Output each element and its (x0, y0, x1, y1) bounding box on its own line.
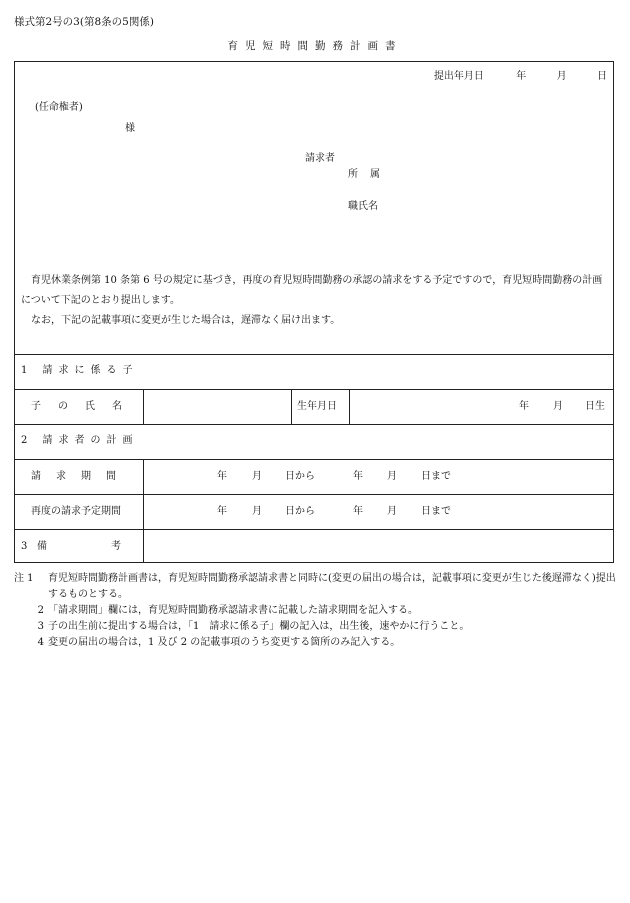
re-period-to-year: 年 (353, 506, 363, 517)
note-item (14, 571, 618, 603)
period-from-day: 日から (285, 471, 315, 482)
divider (15, 389, 613, 390)
re-period-to-month: 月 (387, 506, 397, 517)
note-text: 育児短時間勤務計画書は，育児短時間勤務承認請求書と同時に(変更の届出の場合は，記載事項に変更が生じた後遅滞なく)提出するものとする。 (48, 573, 616, 600)
divider (15, 529, 613, 530)
statement-text (21, 271, 611, 331)
section2-title: 2 請求者の計画 (21, 435, 139, 446)
submission-date-label: 提出年月日 (433, 71, 484, 82)
document-title: 育児短時間勤務計画書 (227, 40, 403, 52)
note-text: 変更の届出の場合は，1 及び 2 の記載事項のうち変更する箇所のみ記入する。 (48, 637, 401, 648)
statement-paragraph-1: 育児休業条例第 10 条第 6 号の規定に基づき，再度の育児短時間勤務の承認の請求をする予定ですので，育児短時間勤務の計画について下記のとおり提出します。 (21, 275, 603, 306)
period-from-year: 年 (217, 471, 227, 482)
period-to-year: 年 (353, 471, 363, 482)
birth-year: 年 (519, 401, 529, 412)
affiliation-label: 所属 (348, 169, 392, 180)
form-frame (14, 61, 614, 563)
submission-date (434, 72, 607, 82)
re-period-label: 再度の請求予定期間 (31, 506, 121, 517)
submission-day: 日 (597, 71, 607, 82)
column-divider (349, 389, 350, 424)
section3-number: 3 (21, 541, 28, 552)
form-number: 様式第2号の3(第8条の5関係) (14, 16, 154, 28)
notes (14, 571, 618, 651)
birth-month: 月 (553, 401, 563, 412)
note-number: 3 (37, 621, 44, 632)
statement-paragraph-2: なお，下記の記載事項に変更が生じた場合は，遅滞なく届け出ます。 (31, 315, 341, 326)
appointer-honorific: 様 (125, 123, 135, 134)
note-item (14, 635, 618, 651)
section1-title: 1 請求に係る子 (21, 365, 139, 376)
submission-year: 年 (516, 71, 527, 82)
divider (15, 424, 613, 425)
period-to-month: 月 (387, 471, 397, 482)
note-text: 「請求期間」欄には，育児短時間勤務承認請求書に記載した請求期間を記入する。 (48, 605, 418, 616)
appointer-label: (任命権者) (35, 102, 83, 113)
note-item (14, 619, 618, 635)
period-label: 請求期間 (31, 471, 131, 482)
re-period-to-day: 日まで (421, 506, 451, 517)
note-item (14, 603, 618, 619)
note-number: 注 1 (14, 573, 34, 584)
remarks-label: 備考 (37, 541, 185, 552)
note-number: 2 (37, 605, 44, 616)
divider (15, 494, 613, 495)
re-period-from-year: 年 (217, 506, 227, 517)
column-divider (291, 389, 292, 424)
birth-date-label: 生年月日 (297, 401, 337, 412)
re-period-from-day: 日から (285, 506, 315, 517)
birth-day: 日生 (585, 401, 605, 412)
name-title-label: 職氏名 (348, 201, 378, 212)
requester-label: 請求者 (305, 153, 335, 164)
note-number: 4 (37, 637, 44, 648)
divider (15, 354, 613, 355)
divider (15, 459, 613, 460)
column-divider (143, 389, 144, 424)
period-from-month: 月 (252, 471, 262, 482)
re-period-from-month: 月 (252, 506, 262, 517)
child-name-label: 子の氏名 (31, 401, 139, 412)
period-to-day: 日まで (421, 471, 451, 482)
submission-month: 月 (556, 71, 567, 82)
note-text: 子の出生前に提出する場合は，「1 請求に係る子」欄の記入は，出生後，速やかに行うこと。 (48, 621, 470, 632)
